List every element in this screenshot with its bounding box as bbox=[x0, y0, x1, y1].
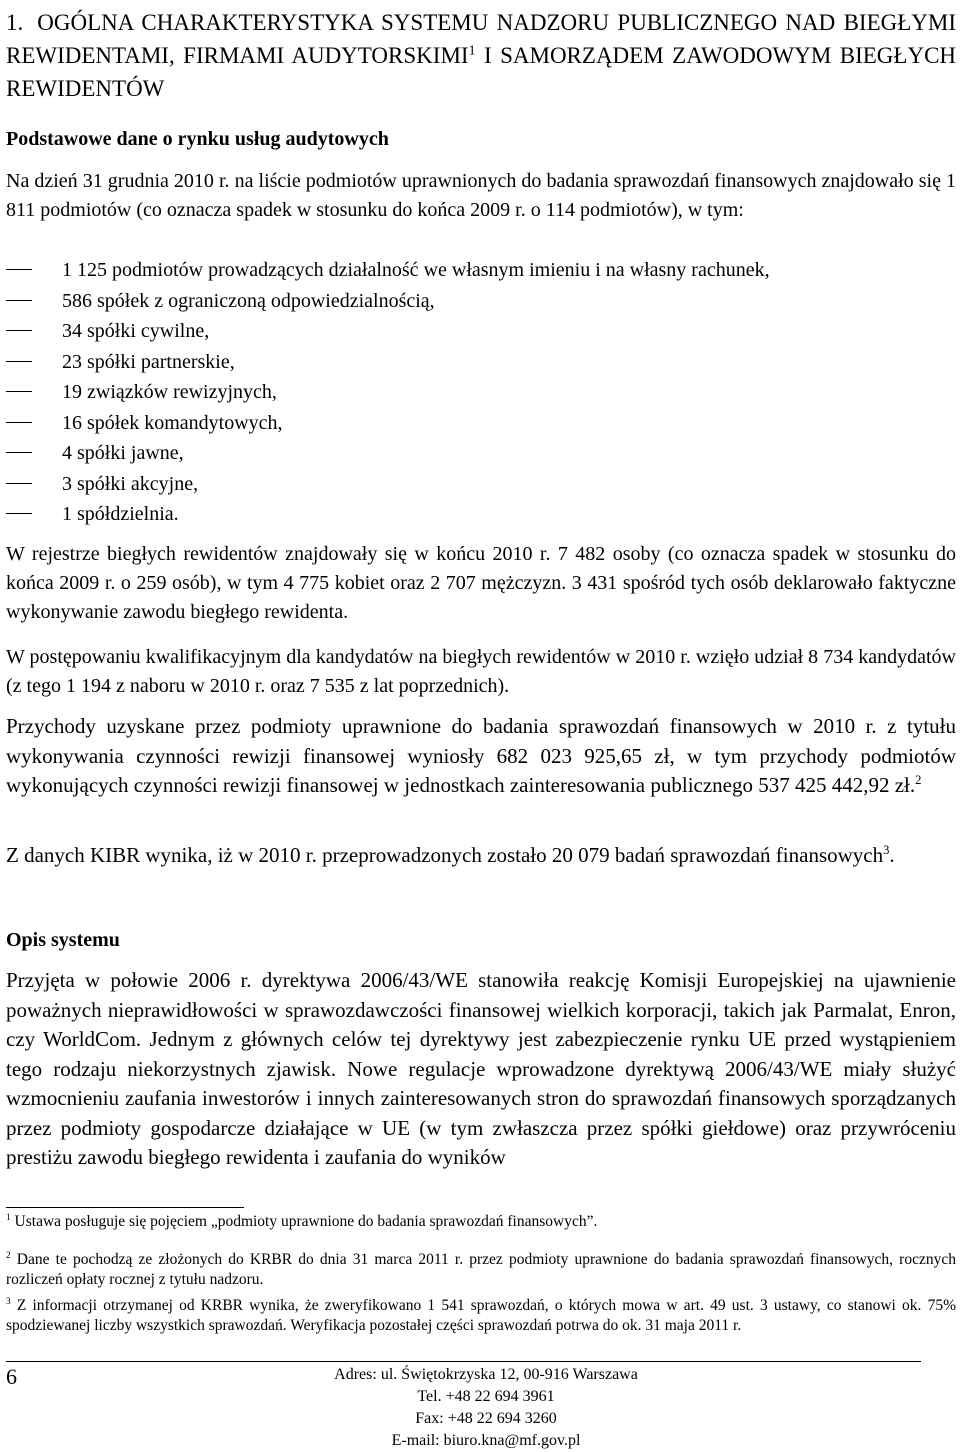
chapter-title-part2: I SAMORZĄDEM ZAWODOWYM BIEGŁYCH REWIDENTÓW bbox=[6, 43, 957, 101]
list-item: 16 spółek komandytowych, bbox=[6, 408, 956, 439]
kibr-paragraph: Z danych KIBR wynika, iż w 2010 r. przeprowadzonych zostało 20 079 badań sprawozdań finansowych$^3$. bbox=[6, 843, 895, 867]
chapter-number: 1. bbox=[6, 10, 24, 35]
footnote-ref-2[interactable]: 2 bbox=[915, 773, 922, 787]
footnote-3: $^3$ Z informacji otrzymanej od KRBR wynika, że zweryfikowano 1 541 sprawozdań, o których mowa w art. 49 ust. 3 ustawy, co stanowi ok. 75% spodziewanej liczby wszystkich sprawozdań. Weryfikacja pozostałej części sprawozdań potrwa do ok. 31 maja 2011 r. bbox=[6, 1296, 956, 1334]
section-title-market: Podstawowe dane o rynku usług audytowych bbox=[6, 128, 389, 150]
list-item: 1 spółdzielnia. bbox=[6, 499, 956, 530]
dash-bullet-icon bbox=[6, 452, 32, 453]
system-description-paragraph: Przyjęta w połowie 2006 r. dyrektywa 2006/43/WE stanowiła reakcję Komisji Europejskiej na ujawnienie poważnych nieprawidłowości w sprawozdawczości finansowej wielkich korporacji, takich jak Parmalat, Enron, czy WorldCom. Jednym z głównych celów tej dyrektywy jest zabezpieczenie rynku UE przed wystąpieniem tego rodzaju niekorzystnych zjawisk. Nowe regulacje wprowadzone dyrektywą 2006/43/WE miały służyć wzmocnieniu zaufania inwestorów i innych zainteresowanych stron do sprawozdań finansowych sporządzanych przez podmioty gospodarcze działające w UE (w tym zwłaszcza przez spółki giełdowe) oraz przywróceniu prestiżu zawodu biegłego rewidenta i zaufania do wyników bbox=[6, 968, 956, 1169]
list-item: 34 spółki cywilne, bbox=[6, 316, 956, 347]
dash-bullet-icon bbox=[6, 513, 32, 514]
list-item: 4 spółki jawne, bbox=[6, 438, 956, 469]
list-item: 586 spółek z ograniczoną odpowiedzialnością, bbox=[6, 286, 956, 317]
list-item: 19 związków rewizyjnych, bbox=[6, 377, 956, 408]
footer-phone: Tel. +48 22 694 3961 bbox=[417, 1388, 555, 1405]
page-number: 6 bbox=[6, 1364, 17, 1389]
chapter-heading bbox=[6, 6, 956, 105]
revenue-paragraph: Przychody uzyskane przez podmioty uprawnione do badania sprawozdań finansowych w 2010 r. z tytułu wykonywania czynności rewizji finansowej wyniosły 682 023 925,65 zł, w tym przychody podmiotów wykonujących czynności rewizji finansowej w jednostkach zainteresowania publicznego 537 425 442,92 zł.$^2$ bbox=[6, 714, 956, 797]
list-item: 1 125 podmiotów prowadzących działalność we własnym imieniu i na własny rachunek, bbox=[6, 255, 956, 286]
qualification-paragraph: W postępowaniu kwalifikacyjnym dla kandydatów na biegłych rewidentów w 2010 r. wzięło udział 8 734 kandydatów (z tego 1 194 z naboru w 2010 r. oraz 7 535 z lat poprzednich). bbox=[6, 646, 956, 697]
footnote-ref-3[interactable]: 3 bbox=[883, 843, 890, 857]
section-title-system: Opis systemu bbox=[6, 929, 120, 951]
footnote-2: $^2$ Dane te pochodzą ze złożonych do KRBR do dnia 31 marca 2011 r. przez podmioty uprawnione do badania sprawozdań finansowych, rocznych rozliczeń opłaty rocznej z tytułu nadzoru. bbox=[6, 1250, 956, 1288]
footer-address: Adres: ul. Świętokrzyska 12, 00-916 Warszawa bbox=[334, 1366, 638, 1383]
footer-email[interactable]: E-mail: biuro.kna@mf.gov.pl bbox=[391, 1432, 581, 1449]
dash-bullet-icon bbox=[6, 422, 32, 423]
footnote-ref-1[interactable]: 1 bbox=[468, 42, 476, 58]
chapter-title-part1: OGÓLNA CHARAKTERYSTYKA SYSTEMU NADZORU PUBLICZNEGO NAD BIEGŁYMI REWIDENTAMI, FIRMAMI AUDYTORSKIMI bbox=[6, 10, 956, 68]
dash-bullet-icon bbox=[6, 269, 32, 270]
chapter-title bbox=[6, 6, 956, 105]
list-item: 3 spółki akcyjne, bbox=[6, 469, 956, 500]
intro-paragraph: Na dzień 31 grudnia 2010 r. na liście podmiotów uprawnionych do badania sprawozdań finansowych znajdowało się 1 811 podmiotów (co oznacza spadek w stosunku do końca 2009 r. o 114 podmiotów), w tym: bbox=[6, 170, 956, 221]
entity-type-list bbox=[6, 255, 956, 530]
dash-bullet-icon bbox=[6, 361, 32, 362]
footer-separator bbox=[6, 1361, 921, 1362]
dash-bullet-icon bbox=[6, 330, 32, 331]
dash-bullet-icon bbox=[6, 483, 32, 484]
footnote-1: $^1$ Ustawa posługuje się pojęciem „podmioty uprawnione do badania sprawozdań finansowych”. bbox=[6, 1212, 598, 1230]
footnote-separator bbox=[6, 1207, 244, 1208]
list-item: 23 spółki partnerskie, bbox=[6, 347, 956, 378]
dash-bullet-icon bbox=[6, 391, 32, 392]
dash-bullet-icon bbox=[6, 300, 32, 301]
register-paragraph: W rejestrze biegłych rewidentów znajdowały się w końcu 2010 r. 7 482 osoby (co oznacza spadek w stosunku do końca 2009 r. o 259 osób), w tym 4 775 kobiet oraz 2 707 mężczyzn. 3 431 spośród tych osób deklarowało faktyczne wykonywanie zawodu biegłego rewidenta. bbox=[6, 543, 956, 623]
footer-fax: Fax: +48 22 694 3260 bbox=[415, 1410, 557, 1427]
